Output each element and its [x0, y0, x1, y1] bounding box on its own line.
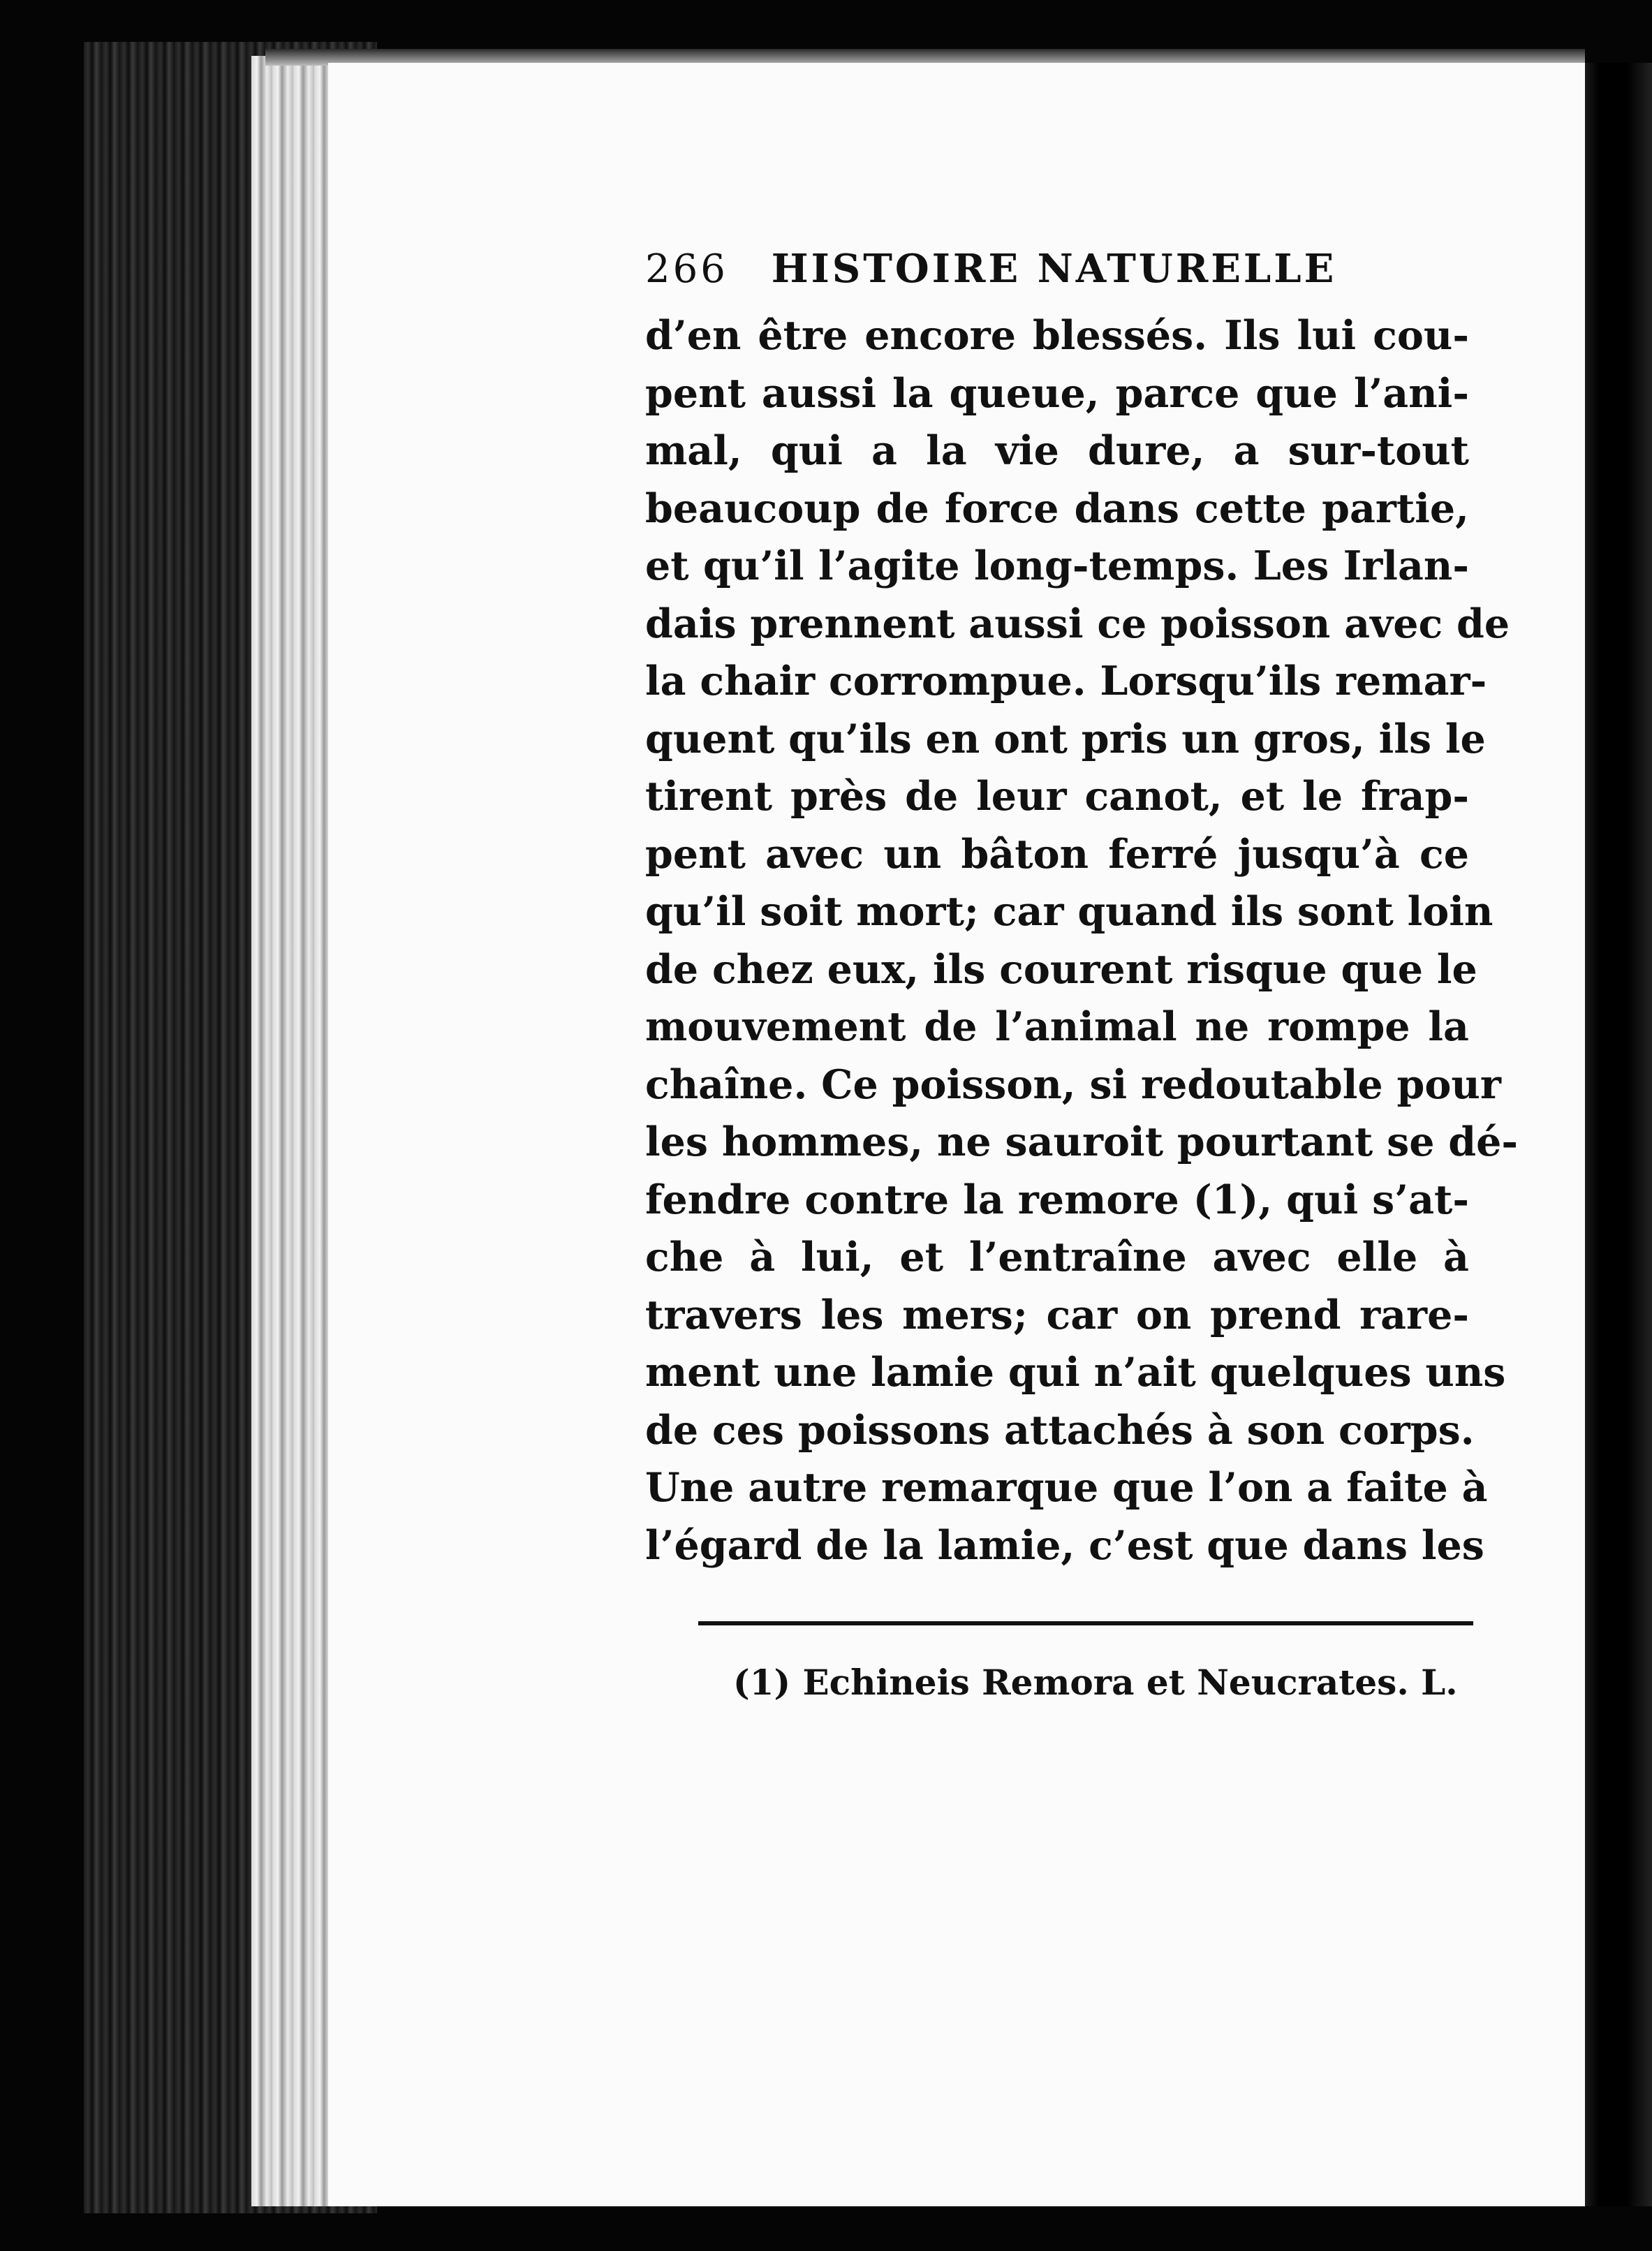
text-line: mal, qui a la vie dure, a sur-tout — [645, 427, 1469, 474]
text-line: de ces poissons attachés à son corps. — [645, 1406, 1475, 1454]
text-line: et qu’il l’agite long-temps. Les Irlan- — [645, 543, 1469, 589]
footnote: (1) Echineis Remora et Neucrates. L. — [733, 1662, 1458, 1703]
text-line: pent aussi la queue, parce que l’ani- — [645, 369, 1469, 417]
text-line: ment une lamie qui n’ait quelques uns — [645, 1349, 1506, 1396]
page-number: 266 — [645, 246, 728, 292]
text-line: d’en être encore blessés. Ils lui cou- — [645, 312, 1469, 359]
text-line: les hommes, ne sauroit pourtant se dé- — [645, 1119, 1519, 1165]
text-line: fendre contre la remore (1), qui s’at- — [645, 1176, 1469, 1223]
book-gutter — [1585, 63, 1652, 2206]
running-title: HISTOIRE NATURELLE — [771, 246, 1337, 292]
text-line: mouvement de l’animal ne rompe la — [645, 1003, 1469, 1050]
running-header — [645, 246, 1462, 302]
body-text — [645, 307, 1519, 1574]
text-line: dais prennent aussi ce poisson avec de — [645, 600, 1510, 647]
text-line: beaucoup de force dans cette partie, — [645, 485, 1469, 532]
text-line: pent avec un bâton ferré jusqu’à ce — [645, 830, 1469, 878]
text-line: l’égard de la lamie, c’est que dans les — [645, 1521, 1484, 1569]
footnote-rule — [698, 1621, 1473, 1625]
text-line: tirent près de leur canot, et le frap- — [645, 773, 1469, 820]
text-line: che à lui, et l’entraîne avec elle à — [645, 1234, 1469, 1281]
text-line: chaîne. Ce poisson, si redoutable pour — [645, 1061, 1501, 1108]
text-line: travers les mers; car on prend rare- — [645, 1291, 1469, 1338]
text-line: Une autre remarque que l’on a faite à — [645, 1464, 1488, 1511]
text-line: la chair corrompue. Lorsqu’ils remar- — [645, 658, 1487, 704]
book-page-edges-light — [251, 56, 328, 2206]
text-line: qu’il soit mort; car quand ils sont loin — [645, 888, 1494, 935]
text-line: de chez eux, ils courent risque que le — [645, 945, 1477, 993]
text-line: quent qu’ils en ont pris un gros, ils le — [645, 715, 1486, 762]
